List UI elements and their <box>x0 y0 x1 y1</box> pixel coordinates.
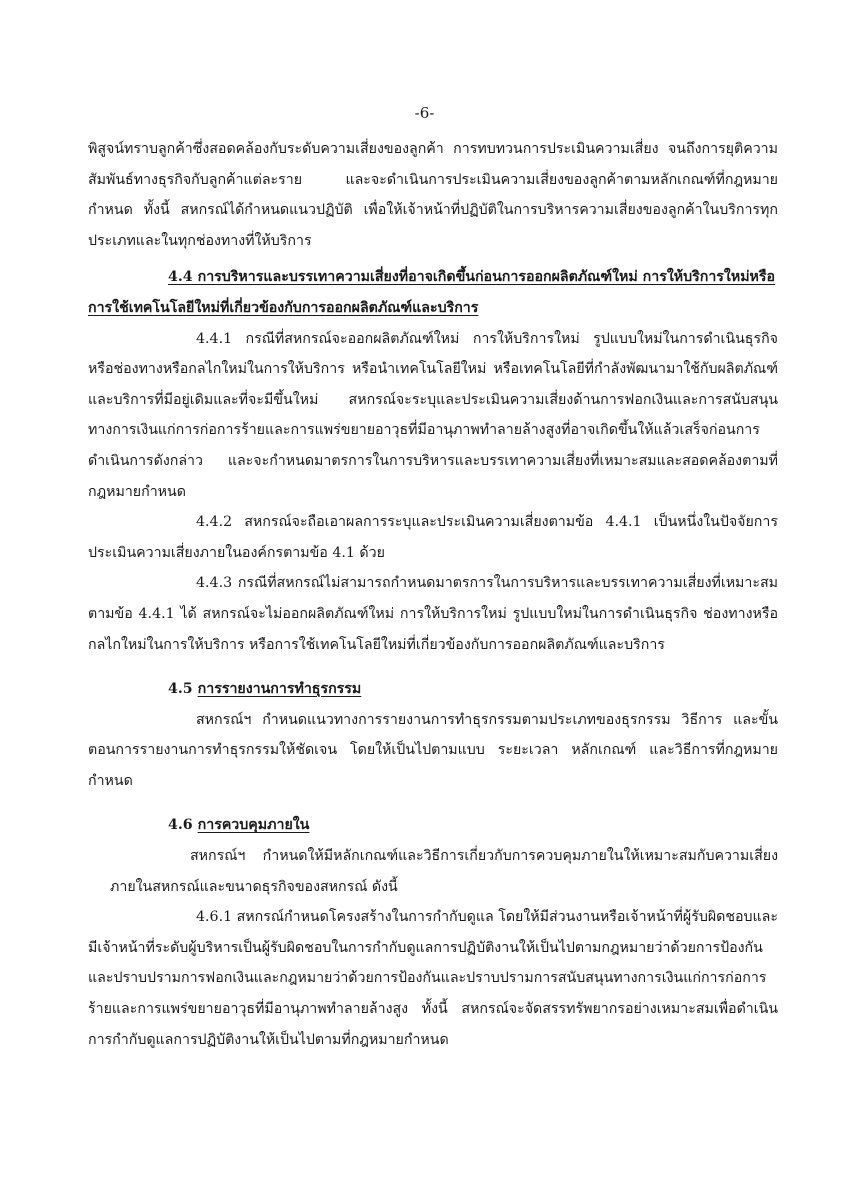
section-4-5-heading <box>88 674 778 705</box>
section-4-5-title: การรายงานการทำธุรกรรม <box>197 681 362 698</box>
section-4-4-heading: 4.4 การบริหารและบรรเทาความเสี่ยงที่อาจเกิดขึ้นก่อนการออกผลิตภัณฑ์ใหม่ การให้บริการใหม่หรือการใช้เทคโนโลยีใหม่ที่เกี่ยวข้องกับการออกผลิตภัณฑ์และบริการ <box>88 269 776 316</box>
section-4-6-heading <box>88 810 778 841</box>
section-4-5-number: 4.5 <box>168 681 193 698</box>
paragraph-4-4-3: 4.4.3 กรณีที่สหกรณ์ไม่สามารถกำหนดมาตรการในการบริหารและบรรเทาความเสี่ยงที่เหมาะสมตามข้อ 4.4.1 ได้ สหกรณ์จะไม่ออกผลิตภัณฑ์ใหม่ การให้บริการใหม่ รูปแบบใหม่ในการดำเนินธุรกิจ ช่องทางหรือกลไกใหม่ในการให้บริการ หรือการใช้เทคโนโลยีใหม่ที่เกี่ยวข้องกับการออกผลิตภัณฑ์และบริการ <box>88 575 778 653</box>
paragraph-4-4-2: 4.4.2 สหกรณ์จะถือเอาผลการระบุและประเมินความเสี่ยงตามข้อ 4.4.1 เป็นหนึ่งในปัจจัยการประเมินความเสี่ยงภายในองค์กรตามข้อ 4.1 ด้วย <box>88 514 778 561</box>
section-4-6-body <box>88 841 778 902</box>
page-number: -6- <box>414 104 435 122</box>
paragraph-4-4-1: 4.4.1 กรณีที่สหกรณ์จะออกผลิตภัณฑ์ใหม่ การให้บริการใหม่ รูปแบบใหม่ในการดำเนินธุรกิจ หรือช่องทางหรือกลไกใหม่ในการให้บริการ หรือนำเทคโนโลยีใหม่ หรือเทคโนโลยีที่กำลังพัฒนามาใช้กับผลิตภัณฑ์และบริการที่มีอยู่เดิมและที่จะมีขึ้นใหม่ สหกรณ์จะระบุและประเมินความเสี่ยงด้านการฟอกเงินและการสนับสนุนทางการเงินแก่การก่อการร้ายและการแพร่ขยายอาวุธที่มีอานุภาพทำลายล้างสูงที่อาจเกิดขึ้นให้แล้วเสร็จก่อนการดำเนินการดังกล่าว และจะกำหนดมาตรการในการบริหารและบรรเทาความเสี่ยงที่เหมาะสมและสอดคล้องตามที่กฎหมายกำหนด <box>88 330 778 500</box>
paragraph-4-6: สหกรณ์ฯ กำหนดให้มีหลักเกณฑ์และวิธีการเกี่ยวกับการควบคุมภายในให้เหมาะสมกับความเสี่ยงภายในสหกรณ์และขนาดธุรกิจของสหกรณ์ ดังนี้ <box>110 848 778 895</box>
intro-paragraph: พิสูจน์ทราบลูกค้าซึ่งสอดคล้องกับระดับความเสี่ยงของลูกค้า การทบทวนการประเมินความเสี่ยง จนถึงการยุติความสัมพันธ์ทางธุรกิจกับลูกค้าแต่ละราย และจะดำเนินการประเมินความเสี่ยงของลูกค้าตามหลักเกณฑ์ที่กฎหมายกำหนด ทั้งนี้ สหกรณ์ได้กำหนดแนวปฏิบัติ เพื่อให้เจ้าหน้าที่ปฏิบัติในการบริหารความเสี่ยงของลูกค้าในบริการทุกประเภทและในทุกช่องทางที่ให้บริการ <box>88 141 778 249</box>
document-body <box>88 134 778 1055</box>
paragraph-4-6-1: 4.6.1 สหกรณ์กำหนดโครงสร้างในการกำกับดูแล โดยให้มีส่วนงานหรือเจ้าหน้าที่ผู้รับผิดชอบและมีเจ้าหน้าที่ระดับผู้บริหารเป็นผู้รับผิดชอบในการกำกับดูแลการปฏิบัติงานให้เป็นไปตามกฎหมายว่าด้วยการป้องกันและปราบปรามการฟอกเงินและกฎหมายว่าด้วยการป้องกันและปราบปรามการสนับสนุนทางการเงินแก่การก่อการร้ายและการแพร่ขยายอาวุธที่มีอานุภาพทำลายล้างสูง ทั้งนี้ สหกรณ์จะจัดสรรทรัพยากรอย่างเหมาะสมเพื่อดำเนินการกำกับดูแลการปฏิบัติงานให้เป็นไปตามที่กฎหมายกำหนด <box>88 909 778 1048</box>
section-4-6-title: การควบคุมภายใน <box>197 817 310 834</box>
section-4-6-number: 4.6 <box>168 817 193 834</box>
paragraph-4-5: สหกรณ์ฯ กำหนดแนวทางการรายงานการทำธุรกรรมตามประเภทของธุรกรรม วิธีการ และขั้นตอนการรายงานการทำธุรกรรมให้ชัดเจน โดยให้เป็นไปตามแบบ ระยะเวลา หลักเกณฑ์ และวิธีการที่กฎหมายกำหนด <box>88 711 778 789</box>
